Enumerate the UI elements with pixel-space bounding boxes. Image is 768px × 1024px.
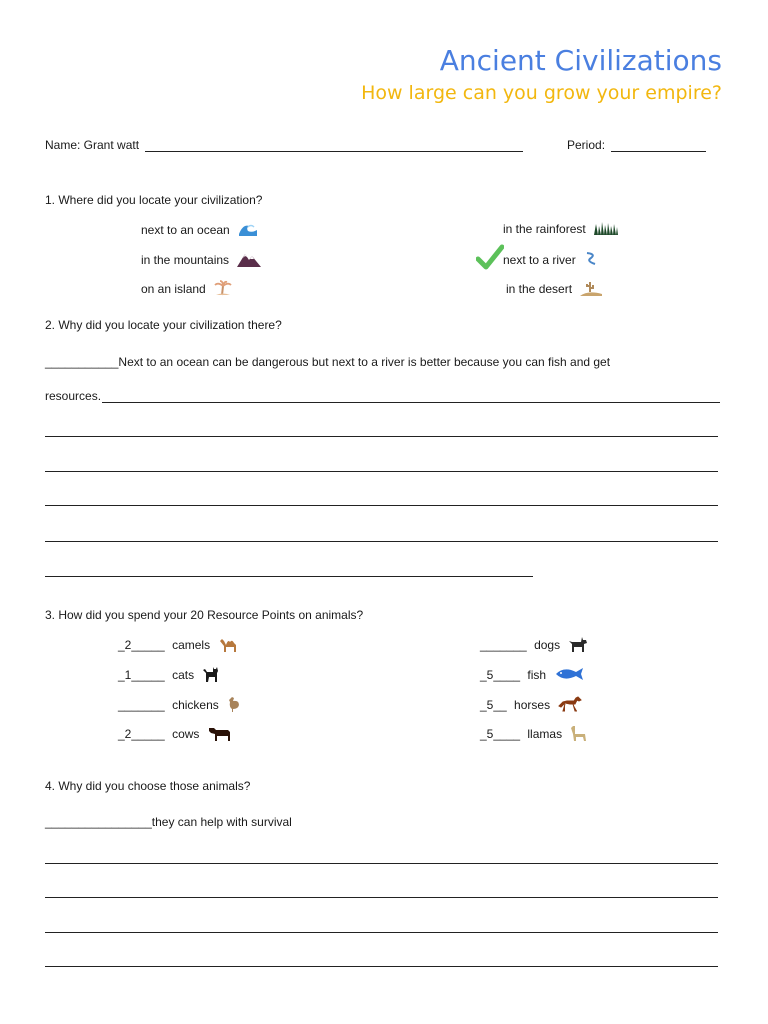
question-1: 1. Where did you locate your civilization? [45,193,263,207]
answer-line[interactable] [45,541,718,542]
forest-icon [594,221,618,239]
animal-count: _______ [118,698,165,713]
question-3: 3. How did you spend your 20 Resource Points on animals? [45,608,364,622]
animal-row-cats[interactable] [118,666,220,686]
palm-tree-icon [214,280,232,300]
answer-line[interactable] [45,436,718,437]
horse-icon [558,696,582,716]
answer-line[interactable] [45,863,718,864]
animal-count: _2_____ [118,638,165,653]
worksheet-title: Ancient Civilizations [439,44,722,77]
animal-row-camels[interactable] [118,636,240,656]
answer-line[interactable] [45,505,718,506]
answer-4-line-1[interactable]: ________________they can help with survival [45,815,292,829]
option-label: next to a river [503,253,576,268]
answer-line[interactable] [45,897,718,898]
animal-count: _5____ [480,668,521,683]
animal-row-llamas[interactable] [480,725,588,745]
mountain-icon [237,251,261,271]
option-ocean[interactable] [141,221,258,241]
animal-label: camels [172,638,211,653]
animal-row-cows[interactable] [118,725,232,745]
animal-label: cats [172,668,195,683]
desert-icon [580,280,602,300]
animal-row-fish[interactable] [480,666,584,686]
chicken-icon [227,696,241,716]
llama-icon [570,725,588,745]
checkmark-icon [476,244,504,274]
question-2: 2. Why did you locate your civilization there? [45,318,282,332]
dog-icon [568,636,588,656]
name-label: Name: Grant watt [45,138,140,152]
option-desert[interactable] [506,280,602,300]
animal-row-dogs[interactable] [480,636,588,656]
cat-icon [202,666,220,686]
answer-line [102,402,720,403]
river-icon [584,251,598,271]
period-line [611,151,706,152]
period-label: Period: [567,138,606,152]
animal-row-horses[interactable] [480,696,582,716]
animal-count: _5__ [480,698,507,713]
animal-label: cows [172,727,200,742]
question-4: 4. Why did you choose those animals? [45,779,251,793]
option-island[interactable] [141,280,232,300]
option-label: in the mountains [141,253,230,268]
wave-icon [238,221,258,241]
animal-label: llamas [527,727,563,742]
answer-2-line-2[interactable]: resources. [45,389,102,403]
answer-line[interactable] [45,471,718,472]
cow-icon [208,725,232,745]
animal-count: _1_____ [118,668,165,683]
answer-2-line-1[interactable]: ___________Next to an ocean can be dangerous but next to a river is better because you can fish and get [45,355,611,369]
animal-label: chickens [172,698,219,713]
option-label: next to an ocean [141,223,230,238]
animal-count: _2_____ [118,727,165,742]
camel-icon [218,636,240,656]
option-rainforest[interactable] [503,221,618,239]
name-line [145,151,523,152]
answer-line[interactable] [45,932,718,933]
option-label: in the desert [506,282,573,297]
option-label: on an island [141,282,206,297]
answer-line[interactable] [45,966,718,967]
animal-label: fish [527,668,547,683]
option-river[interactable] [503,251,598,271]
animal-count: _______ [480,638,527,653]
option-mountains[interactable] [141,251,261,271]
option-label: in the rainforest [503,222,586,237]
worksheet-subtitle: How large can you grow your empire? [361,82,722,104]
fish-icon [554,666,584,686]
animal-label: dogs [534,638,561,653]
answer-line[interactable] [45,576,533,577]
animal-row-chickens[interactable] [118,696,241,716]
animal-label: horses [514,698,551,713]
animal-count: _5____ [480,727,521,742]
